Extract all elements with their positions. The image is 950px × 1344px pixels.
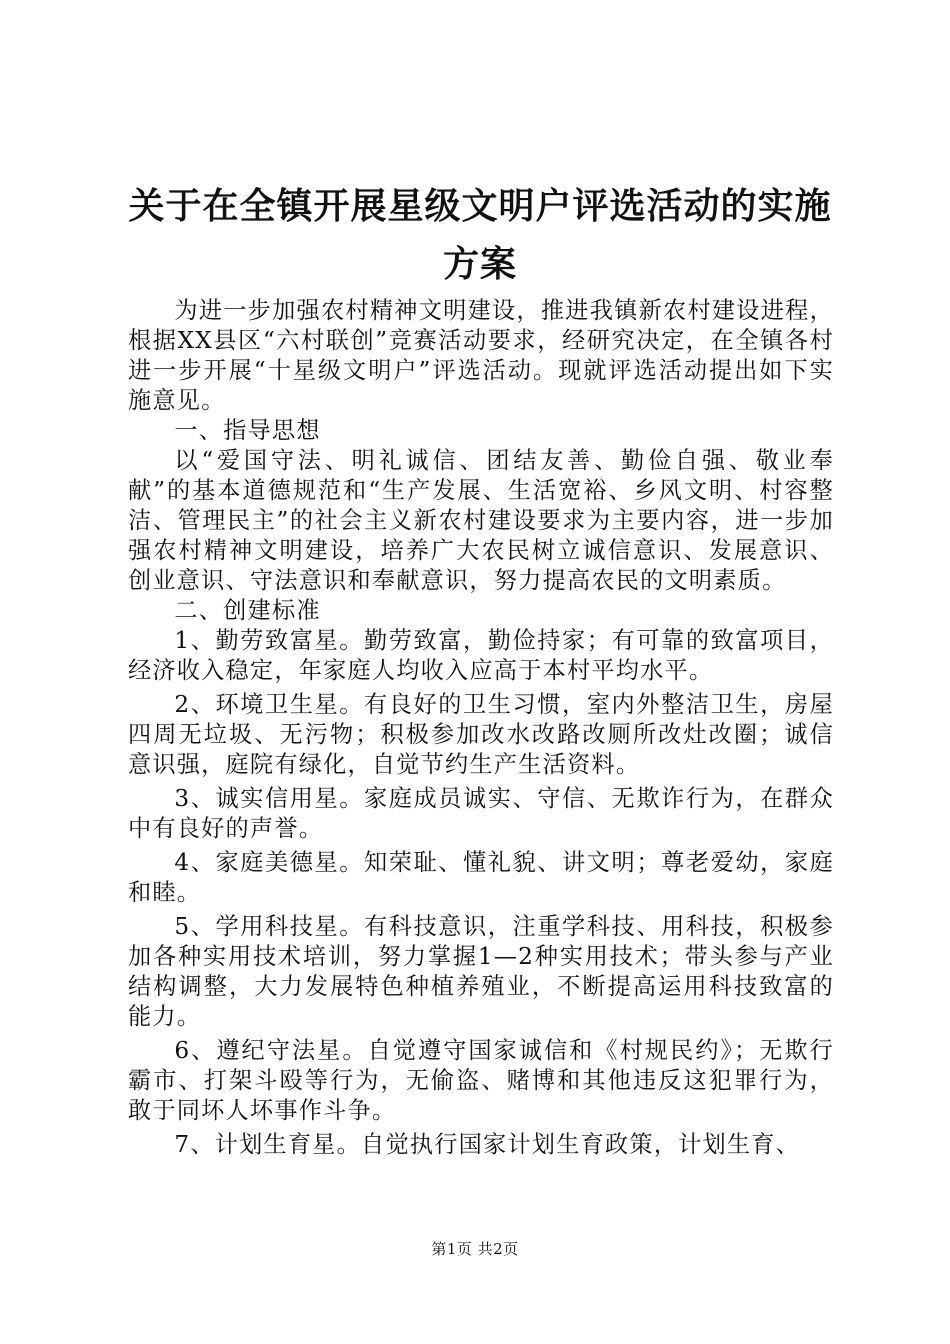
list-item: 4、家庭美德星。知荣耻、懂礼貌、讲文明；尊老爱幼，家庭和睦。 [128,849,834,906]
list-item: 1、勤劳致富星。勤劳致富，勤俭持家；有可靠的致富项目，经济收入稳定，年家庭人均收入应高于本村平均水平。 [128,627,834,684]
page-number-footer: 第1页 共2页 [431,1240,519,1258]
list-item: 2、环境卫生星。有良好的卫生习惯，室内外整洁卫生，房屋四周无垃圾、无污物；积极参加改水改路改厕所改灶改圈；诚信意识强，庭院有绿化，自觉节约生产生活资料。 [128,691,834,778]
section-heading-standards: 二、创建标准 [174,597,321,624]
list-item: 6、遵纪守法星。自觉遵守国家诚信和《村规民约》；无欺行霸市、打架斗殴等行为，无偷盗、赌博和其他违反这犯罪行为，敢于同坏人坏事作斗争。 [128,1037,834,1124]
list-item: 7、计划生育星。自觉执行国家计划生育政策，计划生育、 [174,1131,801,1158]
document-title: 关于在全镇开展星级文明户评选活动的实施方案 [128,186,832,285]
section-body-guiding-thought: 以“爱国守法、明礼诚信、团结友善、勤俭自强、敬业奉献”的基本道德规范和“生产发展、生活宽裕、乡风文明、村容整洁、管理民主”的社会主义新农村建设要求为主要内容，进一步加强农村精神文明建设，培养广大农民树立诚信意识、发展意识、创业意识、守法意识和奉献意识，努力提高农民的文明素质。 [128,447,834,594]
intro-paragraph: 为进一步加强农村精神文明建设，推进我镇新农村建设进程，根据XX县区“六村联创”竞赛活动要求，经研究决定，在全镇各村进一步开展“十星级文明户”评选活动。现就评选活动提出如下实施意见。 [128,297,834,414]
document-body [128,296,834,1160]
list-item: 5、学用科技星。有科技意识，注重学科技、用科技，积极参加各种实用技术培训，努力掌握1—2种实用技术；带头参与产业结构调整，大力发展特色种植养殖业，不断提高运用科技致富的能力。 [128,913,834,1030]
section-heading-guiding-thought: 一、指导思想 [174,417,321,444]
list-item: 3、诚实信用星。家庭成员诚实、守信、无欺诈行为，在群众中有良好的声誉。 [128,785,834,842]
